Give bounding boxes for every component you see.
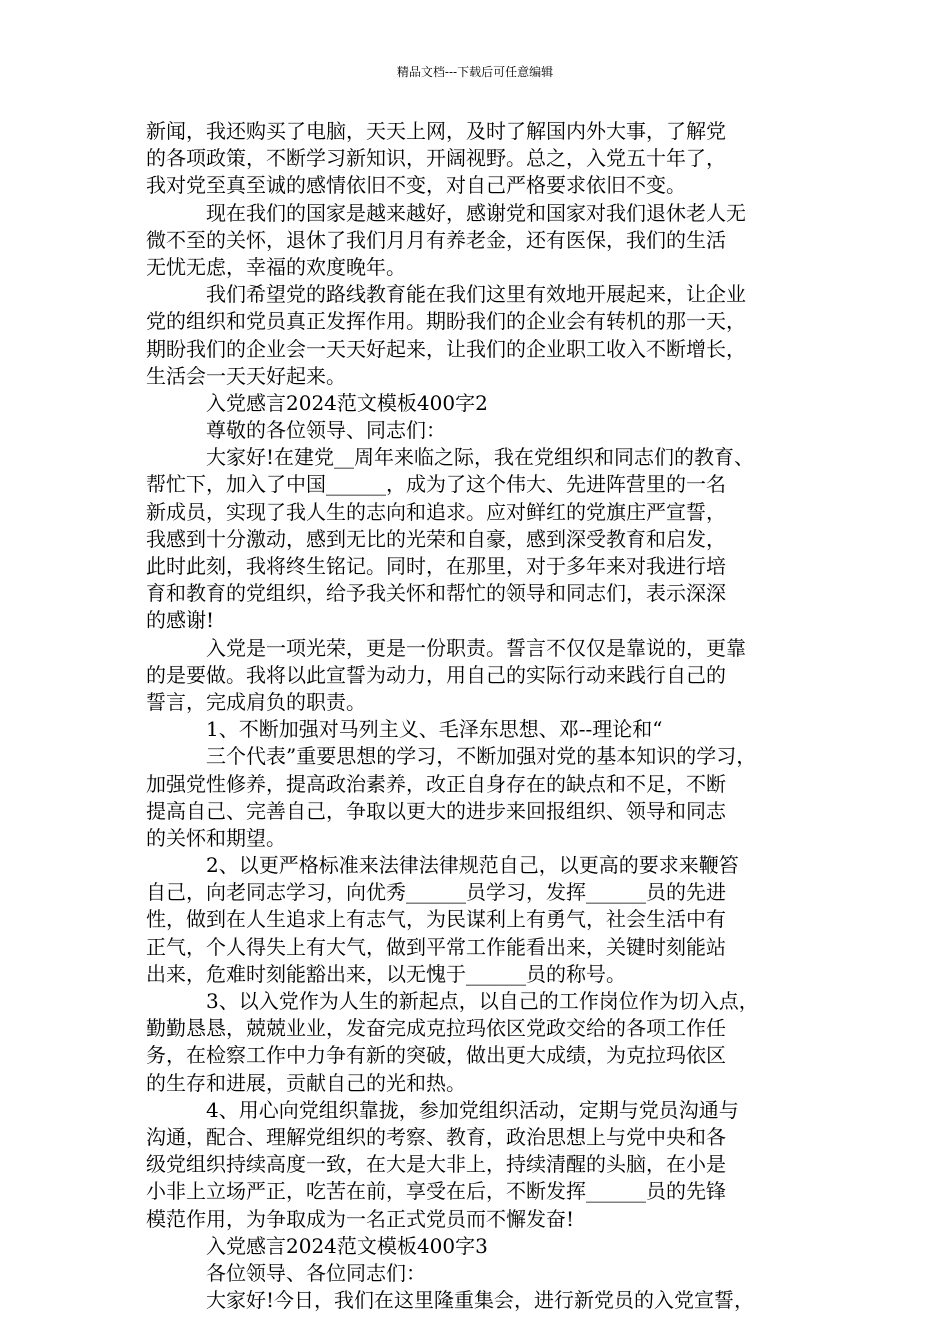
- text-line: 入党感言2024范文模板400字3: [206, 1233, 488, 1258]
- text-line: 出来，危难时刻能豁出来，以无愧于______员的称号。: [146, 961, 626, 986]
- text-line: 的关怀和期望。: [146, 825, 286, 850]
- text-line: 帮忙下，加入了中国______，成为了这个伟大、先进阵营里的一名: [146, 472, 726, 497]
- text-line: 级党组织持续高度一致，在大是大非上，持续清醒的头脑，在小是: [146, 1152, 726, 1177]
- text-line: 三个代表”重要思想的学习，不断加强对党的基本知识的学习，: [206, 744, 757, 769]
- text-line: 新闻，我还购买了电脑，天天上网，及时了解国内外大事，了解党: [146, 119, 726, 143]
- text-line: 现在我们的国家是越来越好，感谢党和国家对我们退休老人无: [206, 200, 746, 225]
- text-line: 加强党性修养，提高政治素养，改正自身存在的缺点和不足，不断: [146, 771, 726, 796]
- text-line: 的生存和进展，贡献自己的光和热。: [146, 1070, 466, 1095]
- text-line: 自己，向老同志学习，向优秀______员学习，发挥______员的先进: [146, 880, 726, 905]
- text-line: 生活会一天天好起来。: [146, 363, 346, 388]
- text-line: 我们希望党的路线教育能在我们这里有效地开展起来，让企业: [206, 282, 746, 307]
- text-line: 无忧无虑，幸福的欢度晚年。: [146, 254, 406, 279]
- text-line: 党的组织和党员真正发挥作用。期盼我们的企业会有转机的那一天，: [146, 309, 746, 334]
- text-line: 性，做到在人生追求上有志气，为民谋利上有勇气，社会生活中有: [146, 907, 726, 932]
- text-line: 3、以入党作为人生的新起点，以自己的工作岗位作为切入点，: [206, 989, 759, 1013]
- text-line: 务，在检察工作中力争有新的突破，做出更大成绩，为克拉玛依区: [146, 1043, 726, 1068]
- text-line: 的是要做。我将以此宣誓为动力，用自己的实际行动来践行自己的: [146, 662, 726, 687]
- text-line: 期盼我们的企业会一天天好起来，让我们的企业职工收入不断增长，: [146, 336, 746, 361]
- text-line: 各位领导、各位同志们：: [206, 1260, 426, 1285]
- text-line: 誓言，完成肩负的职责。: [146, 689, 366, 714]
- document-body: [146, 118, 806, 1314]
- page-header: 精品文档---下载后可任意编辑: [396, 65, 554, 79]
- text-line: 育和教育的党组织，给予我关怀和帮忙的领导和同志们，表示深深: [146, 581, 726, 606]
- text-line: 大家好!今日，我们在这里隆重集会，进行新党员的入党宣誓，: [206, 1288, 755, 1313]
- text-line: 小非上立场严正，吃苦在前，享受在后，不断发挥______员的先锋: [146, 1179, 726, 1204]
- text-line: 入党感言2024范文模板400字2: [206, 390, 488, 415]
- text-line: 的感谢!: [146, 608, 215, 633]
- text-line: 尊敬的各位领导、同志们：: [206, 418, 446, 443]
- text-line: 模范作用，为争取成为一名正式党员而不懈发奋!: [146, 1206, 575, 1231]
- text-line: 4、用心向党组织靠拢，参加党组织活动，定期与党员沟通与: [206, 1097, 739, 1122]
- text-line: 2、以更严格标准来法律法律规范自己，以更高的要求来鞭笞: [206, 853, 739, 878]
- text-line: 新成员，实现了我人生的志向和追求。应对鲜红的党旗庄严宣誓，: [146, 499, 726, 524]
- text-line: 微不至的关怀，退休了我们月月有养老金，还有医保，我们的生活: [146, 227, 726, 252]
- text-line: 沟通，配合、理解党组织的考察、教育，政治思想上与党中央和各: [146, 1124, 726, 1149]
- text-line: 我感到十分激动，感到无比的光荣和自豪，感到深受教育和启发，: [146, 526, 726, 551]
- text-line: 的各项政策，不断学习新知识，开阔视野。总之，入党五十年了，: [146, 146, 726, 171]
- text-line: 提高自己、完善自己，争取以更大的进步来回报组织、领导和同志: [146, 798, 726, 823]
- text-line: 此时此刻，我将终生铭记。同时，在那里，对于多年来对我进行培: [146, 554, 726, 578]
- text-line: 大家好!在建党__周年来临之际，我在党组织和同志们的教育、: [206, 445, 755, 470]
- text-line: 1、不断加强对马列主义、毛泽东思想、邓--理论和“: [206, 717, 663, 742]
- text-line: 入党是一项光荣，更是一份职责。誓言不仅仅是靠说的，更靠: [206, 635, 746, 660]
- text-line: 勤勤恳恳，兢兢业业，发奋完成克拉玛依区党政交给的各项工作任: [146, 1016, 726, 1041]
- text-line: 我对党至真至诚的感情依旧不变，对自己严格要求依旧不变。: [146, 173, 686, 198]
- text-line: 正气，个人得失上有大气，做到平常工作能看出来，关键时刻能站: [146, 934, 726, 959]
